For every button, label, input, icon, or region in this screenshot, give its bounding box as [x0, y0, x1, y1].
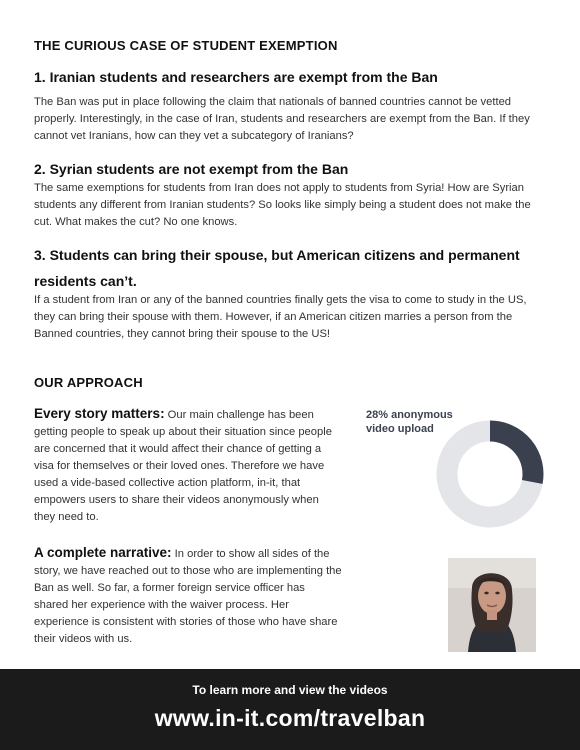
donut-slice-1: [490, 431, 533, 482]
approach-heading: OUR APPROACH: [34, 375, 143, 390]
footer-cta: To learn more and view the videos: [192, 683, 388, 697]
section-1-title: 1. Iranian students and researchers are exempt from the Ban: [34, 69, 438, 85]
section-3-body: If a student from Iran or any of the banned countries finally gets the visa to come to study in the US, they can bring their spouse with them. However, if an American citizen marries a person from the Banned countries, they cannot bring their spouse to the US!: [34, 294, 527, 340]
section-2-body: The same exemptions for students from Iran does not apply to students from Syria! How are Syrian students any different from Iranian students? So looks like simply being a student does not make the cut. What makes the cut? No one knows.: [34, 182, 531, 228]
approach-item-2-lead: A complete narrative:: [34, 545, 172, 560]
chart-title: 28% anonymous video upload: [366, 409, 453, 435]
approach-item-1: [34, 405, 342, 526]
section-3-title: 3. Students can bring their spouse, but American citizens and permanent residents can’t.: [34, 247, 520, 289]
page-heading: THE CURIOUS CASE OF STUDENT EXEMPTION: [34, 38, 338, 53]
approach-item-2-body: In order to show all sides of the story, we have reached out to those who are implementing the Ban as well. So far, a former foreign service officer has shared her experience with the waiver process. Her experience is consistent with stories of those who have share their videos with us.: [34, 548, 342, 645]
approach-item-1-body: Our main challenge has been getting people to speak up about their situation since people are concerned that it would affect their chance of getting a visa for themselves or their loved ones. Therefore we have used a vide-based collective action platform, in-it, that empowers users to share their videos anonymously when they need to.: [34, 409, 332, 523]
approach-item-2: [34, 544, 342, 648]
person-photo-illustration: [448, 558, 536, 652]
approach-item-1-lead: Every story matters:: [34, 406, 165, 421]
donut-chart: [360, 404, 550, 534]
footer-banner: [0, 669, 580, 750]
section-2-title: 2. Syrian students are not exempt from the Ban: [34, 161, 349, 177]
donut-svg: [434, 418, 546, 530]
officer-photo: [448, 558, 536, 652]
section-1-body: The Ban was put in place following the claim that nationals of banned countries cannot be vetted properly. Interestingly, in the case of Iran, students and researchers are exempt from the Ban. If they cannot vet Iranians, how can they vet a subcategory of Iranians?: [34, 96, 530, 142]
footer-url-link[interactable]: www.in-it.com/travelban: [154, 705, 426, 731]
